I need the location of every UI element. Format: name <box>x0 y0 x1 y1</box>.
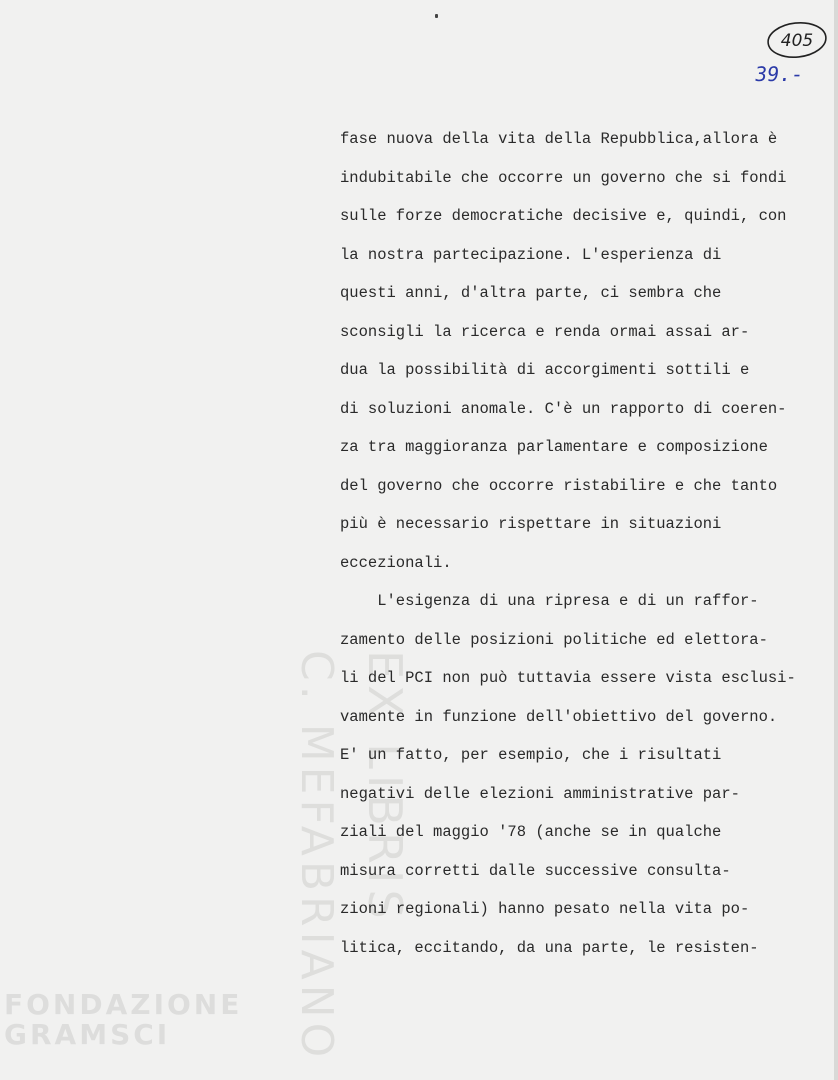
watermark-line-1: EX LIBRIS <box>358 650 412 925</box>
text-line: del governo che occorre ristabilire e che tanto <box>340 476 778 495</box>
watermark-line-2: C. MEFABRIANO <box>291 650 342 1063</box>
ink-dot <box>435 14 438 18</box>
text-line: negativi delle elezioni amministrative par- <box>340 784 740 803</box>
text-line: L'esigenza di una ripresa e di un raffor- <box>340 592 759 610</box>
text-line: sulle forze democratiche decisive e, quindi, con <box>340 207 787 225</box>
page-number: 39.- <box>753 62 805 86</box>
archive-stamp <box>766 20 828 60</box>
text-line: zamento delle posizioni politiche ed elettora- <box>340 630 768 649</box>
text-line: sconsigli la ricerca e renda ormai assai ar- <box>340 322 750 341</box>
archive-stamp-number: 405 <box>780 31 814 51</box>
text-line: zioni regionali) hanno pesato nella vita po- <box>340 900 750 918</box>
typewritten-body <box>340 120 820 967</box>
text-line: più è necessario rispettare in situazioni <box>340 515 722 533</box>
text-line: dua la possibilità di accorgimenti sottili e <box>340 361 750 379</box>
text-line: la nostra partecipazione. L'esperienza di <box>340 245 722 264</box>
page-edge <box>834 0 838 1080</box>
text-line: ziali del maggio '78 (anche se in qualche <box>340 823 722 841</box>
text-line: questi anni, d'altra parte, ci sembra che <box>340 284 722 302</box>
text-line: eccezionali. <box>340 553 452 572</box>
text-line: fase nuova della vita della Repubblica,allora è <box>340 130 778 148</box>
text-line: li del PCI non può tuttavia essere vista esclusi- <box>340 669 796 687</box>
text-line: vamente in funzione dell'obiettivo del governo. <box>340 707 778 726</box>
footer-mark-line-2: GRAMSCI <box>4 1018 171 1051</box>
text-line: za tra maggioranza parlamentare e composizione <box>340 438 768 456</box>
text-line: indubitabile che occorre un governo che si fondi <box>340 168 787 187</box>
footer-mark-line-1: FONDAZIONE <box>4 988 243 1021</box>
archive-footer-mark <box>4 990 242 1050</box>
text-line: di soluzioni anomale. C'è un rapporto di coeren- <box>340 399 787 418</box>
text-line: E' un fatto, per esempio, che i risultati <box>340 746 722 764</box>
text-line: misura corretti dalle successive consulta- <box>340 861 731 880</box>
text-line: litica, eccitando, da una parte, le resisten- <box>340 938 759 957</box>
